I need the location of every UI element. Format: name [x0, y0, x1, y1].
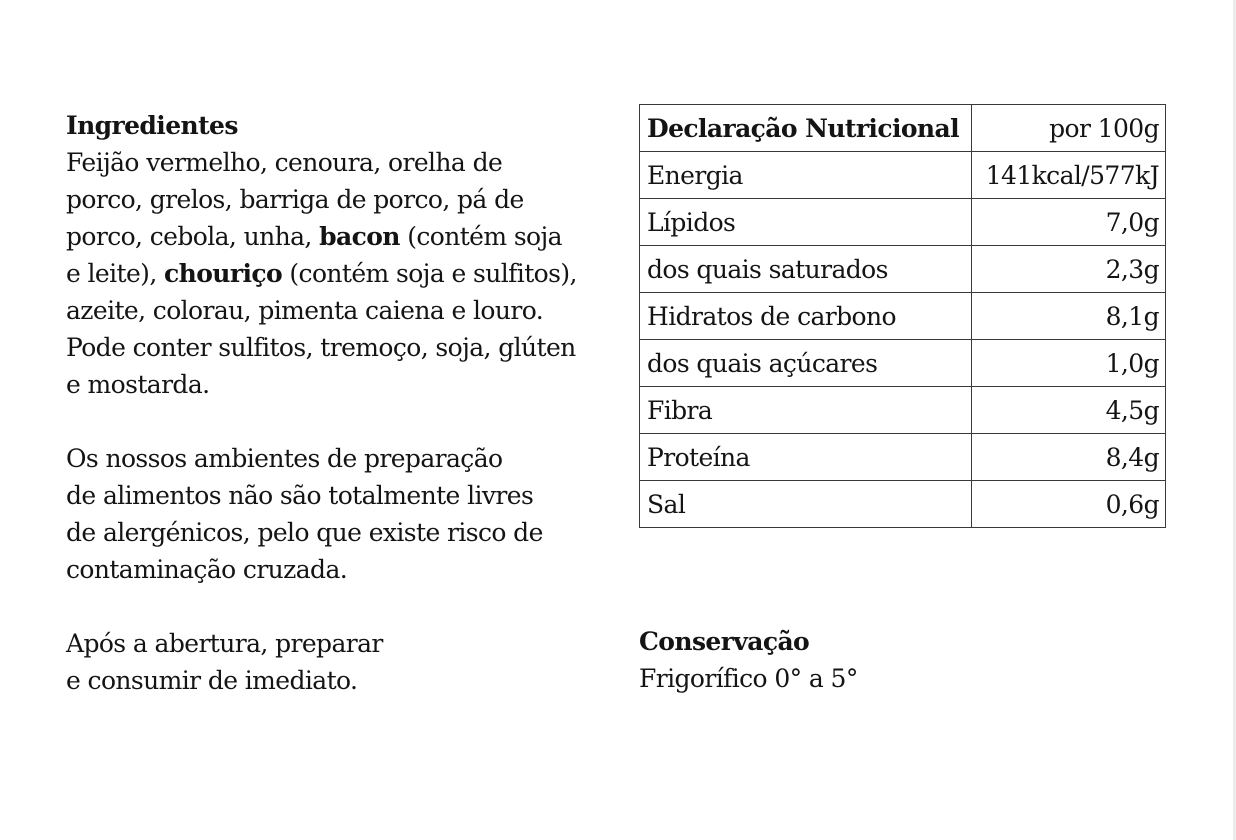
allergen-line-2: de alimentos não são totalmente livres — [66, 481, 534, 510]
nutrition-header-row — [640, 105, 1166, 152]
ingredients-line-7: e mostarda. — [66, 370, 210, 399]
ingredients-column — [66, 107, 601, 736]
conservation-text: Frigorífico 0° a 5° — [639, 664, 858, 693]
nutrition-row — [640, 340, 1166, 387]
ingredients-section — [66, 107, 601, 403]
nutrition-label: Proteína — [640, 434, 972, 481]
nutrition-label: dos quais açúcares — [640, 340, 972, 387]
nutrition-header-unit: por 100g — [972, 105, 1166, 152]
conservation-section — [639, 623, 858, 697]
ingredient-bacon: bacon — [319, 222, 400, 251]
nutrition-label: Fibra — [640, 387, 972, 434]
after-opening-line-1: Após a abertura, preparar — [66, 629, 383, 658]
nutrition-value: 7,0g — [972, 199, 1166, 246]
ingredients-line-1: Feijão vermelho, cenoura, orelha de — [66, 148, 503, 177]
ingredients-line-4-note: (contém soja e sulfitos), — [282, 259, 577, 288]
ingredients-line-2: porco, grelos, barriga de porco, pá de — [66, 185, 524, 214]
nutrition-row — [640, 199, 1166, 246]
nutrition-row — [640, 152, 1166, 199]
nutrition-value: 8,1g — [972, 293, 1166, 340]
nutrition-value: 0,6g — [972, 481, 1166, 528]
nutrition-row — [640, 387, 1166, 434]
ingredients-line-4 — [66, 255, 601, 292]
allergen-line-4: contaminação cruzada. — [66, 555, 348, 584]
ingredients-line-3-note: (contém soja — [399, 222, 562, 251]
nutrition-value: 1,0g — [972, 340, 1166, 387]
ingredients-line-3 — [66, 218, 601, 255]
ingredients-line-3-text: porco, cebola, unha, — [66, 222, 320, 251]
allergen-line-1: Os nossos ambientes de preparação — [66, 444, 503, 473]
ingredient-chourico: chouriço — [164, 259, 283, 288]
nutrition-row — [640, 246, 1166, 293]
allergen-notice — [66, 440, 601, 588]
nutrition-header-label: Declaração Nutricional — [640, 105, 972, 152]
nutrition-label: Sal — [640, 481, 972, 528]
ingredients-line-4-text: e leite), — [66, 259, 165, 288]
ingredients-line-5: azeite, colorau, pimenta caiena e louro. — [66, 296, 544, 325]
nutrition-label: Lípidos — [640, 199, 972, 246]
nutrition-label: Hidratos de carbono — [640, 293, 972, 340]
nutrition-label: Energia — [640, 152, 972, 199]
nutrition-label: dos quais saturados — [640, 246, 972, 293]
nutrition-value: 4,5g — [972, 387, 1166, 434]
nutrition-row — [640, 434, 1166, 481]
nutrition-table — [639, 104, 1166, 528]
conservation-heading: Conservação — [639, 627, 810, 656]
after-opening-notice — [66, 625, 601, 699]
nutrition-value: 8,4g — [972, 434, 1166, 481]
ingredients-heading: Ingredientes — [66, 111, 238, 140]
after-opening-line-2: e consumir de imediato. — [66, 666, 358, 695]
nutrition-row — [640, 481, 1166, 528]
nutrition-value: 2,3g — [972, 246, 1166, 293]
ingredients-line-6: Pode conter sulfitos, tremoço, soja, glúten — [66, 333, 576, 362]
nutrition-row — [640, 293, 1166, 340]
allergen-line-3: de alergénicos, pelo que existe risco de — [66, 518, 543, 547]
nutrition-value: 141kcal/577kJ — [972, 152, 1166, 199]
